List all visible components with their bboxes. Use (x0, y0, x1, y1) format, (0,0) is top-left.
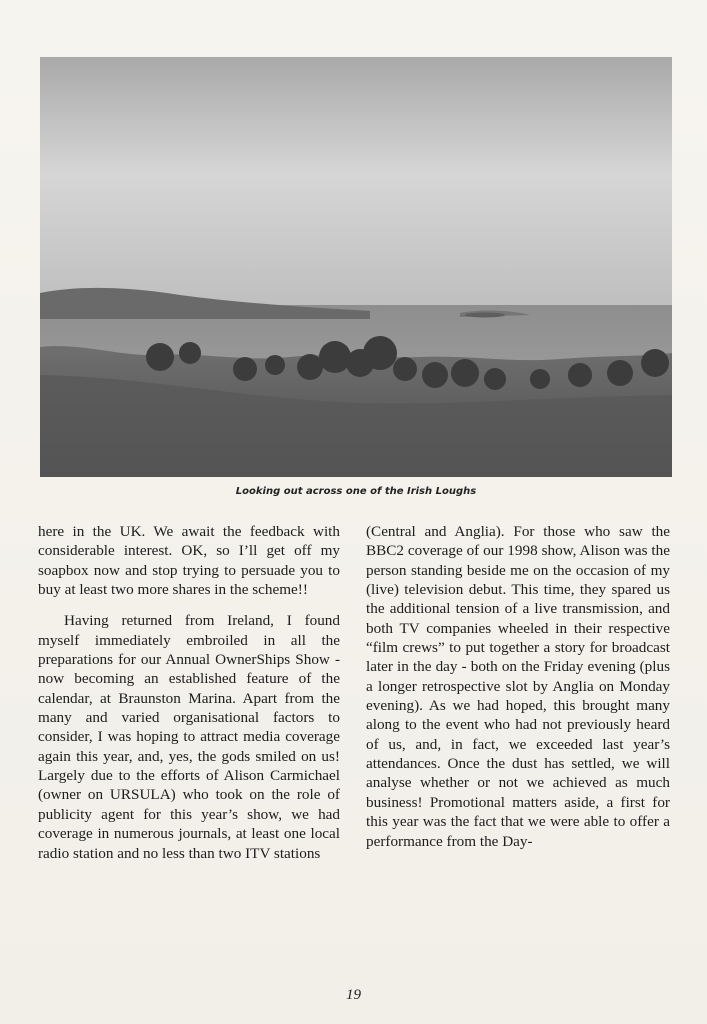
paragraph: here in the UK. We await the feedback with considerable interest. OK, so I’ll get off my soapbox now and stop trying to persuade you to buy at least two more shares in the scheme!! (38, 523, 340, 599)
lough-photo (40, 57, 672, 477)
sky (40, 57, 672, 317)
page-number: 19 (346, 987, 361, 1003)
landscape-photo-icon (40, 57, 672, 477)
right-column (366, 522, 670, 851)
paragraph: (Central and Anglia). For those who saw the BBC2 coverage of our 1998 show, Alison was the person standing beside me on the occasion of my (live) television debut. This time, they spared us the additional tension of a live transmission, and both TV companies wheeled in their respective “film crews” to put together a story for broadcast later in the day - both on the Friday evening (plus a longer retrospective slot by Anglia on Monday evening). As we had hoped, this brought many along to the event who had not previously heard of us, and, in fact, we exceeded last year’s attendances. Once the dust has settled, we will analyse whether or not we achieved as much business! Promotional matters aside, a first for this year was the fact that we were able to offer a performance from the Day- (366, 523, 670, 850)
photo-caption: Looking out across one of the Irish Loughs (235, 486, 477, 497)
left-column (38, 522, 340, 863)
small-island (465, 313, 505, 318)
paragraph: Having returned from Ireland, I found myself immediately embroiled in all the preparations for our Annual OwnerShips Show - now becoming an established feature of the calendar, at Braunston Marina. Apart from the many and varied organisational factors to consider, I was hoping to attract media coverage again this year, and, yes, the gods smiled on us! Largely due to the efforts of Alison Carmichael (owner on URSULA) who took on the role of publicity agent for this year’s show, we had coverage in numerous journals, at least one local radio station and no less than two ITV stations (38, 612, 340, 862)
